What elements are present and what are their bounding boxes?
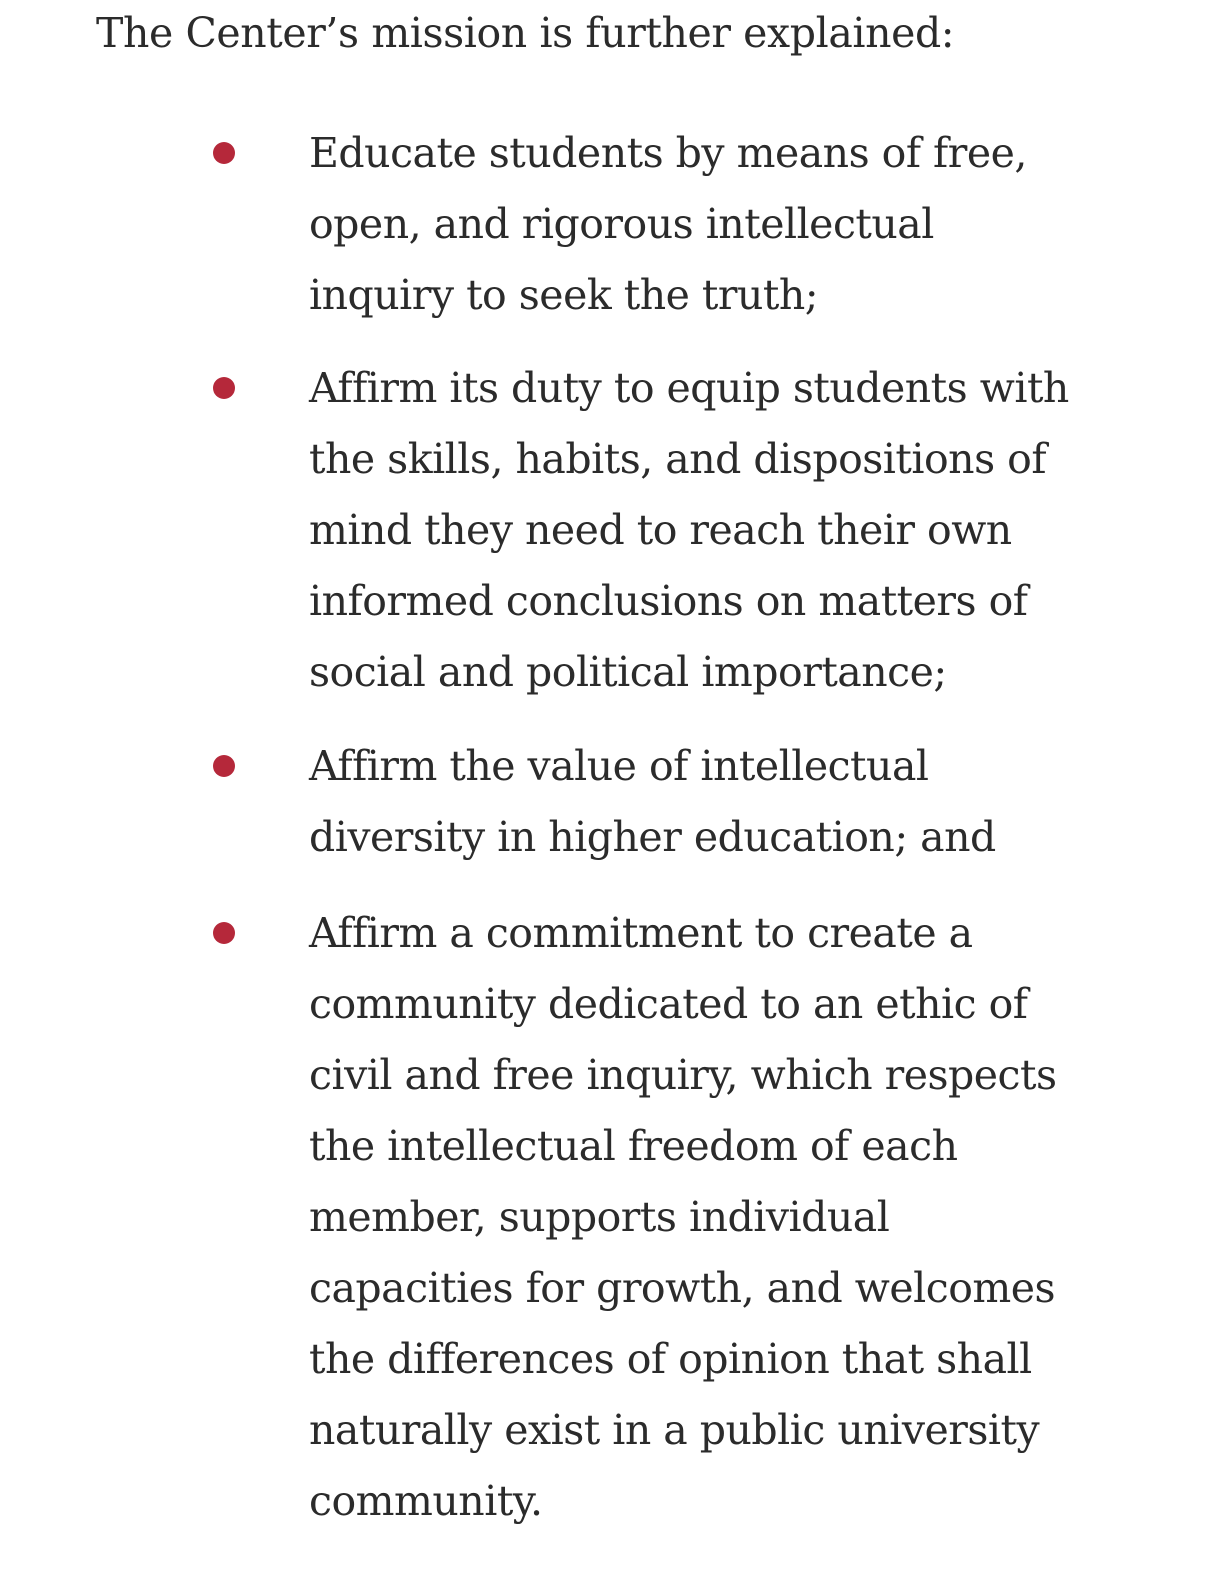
text-line: mind they need to reach their own xyxy=(309,506,1012,554)
bullet-icon xyxy=(213,142,235,164)
text-line: Affirm the value of intellectual xyxy=(309,742,929,790)
bullet-icon xyxy=(213,755,235,777)
text-line: naturally exist in a public university xyxy=(309,1406,1040,1454)
text-line: open, and rigorous intellectual xyxy=(309,200,934,248)
text-line: community dedicated to an ethic of xyxy=(309,980,1028,1028)
list-item-text xyxy=(309,731,1189,873)
text-line: the intellectual freedom of each xyxy=(309,1122,958,1170)
text-line: Educate students by means of free, xyxy=(309,129,1027,177)
text-line: the differences of opinion that shall xyxy=(309,1335,1032,1383)
bullet-icon xyxy=(213,922,235,944)
text-line: inquiry to seek the truth; xyxy=(309,271,819,319)
text-line: the skills, habits, and dispositions of xyxy=(309,435,1047,483)
text-line: civil and free inquiry, which respects xyxy=(309,1051,1057,1099)
text-line: Affirm its duty to equip students with xyxy=(309,364,1069,412)
text-line: diversity in higher education; and xyxy=(309,813,996,861)
intro-paragraph: The Center’s mission is further explained: xyxy=(96,9,955,57)
text-line: social and political importance; xyxy=(309,648,947,696)
list-item-text xyxy=(309,353,1189,708)
bullet-icon xyxy=(213,377,235,399)
text-line: informed conclusions on matters of xyxy=(309,577,1028,625)
text-line: member, supports individual xyxy=(309,1193,890,1241)
text-line: Affirm a commitment to create a xyxy=(309,909,973,957)
text-line: capacities for growth, and welcomes xyxy=(309,1264,1056,1312)
list-item-text xyxy=(309,118,1189,331)
text-line: community. xyxy=(309,1477,543,1525)
list-item-text xyxy=(309,898,1189,1537)
